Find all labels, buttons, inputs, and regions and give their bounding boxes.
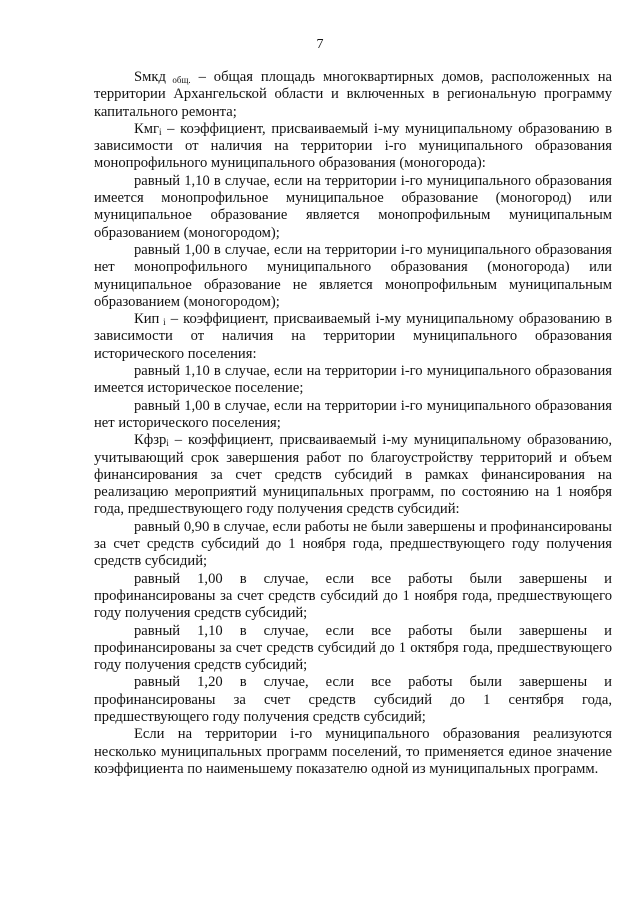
paragraph-kip-110: равный 1,10 в случае, если на территории i-го муниципального образования имеется историческое поселение; <box>94 363 612 397</box>
paragraph-text: – коэффициент, присваиваемый i-му муниципальному образованию в зависимости от наличия на территории муниципального образования исторического поселения: <box>94 311 612 362</box>
term-kmg-subscript: i <box>158 126 162 137</box>
paragraph-kip <box>94 311 612 363</box>
page-number: 7 <box>316 37 324 52</box>
term-kmg: Кмг <box>134 120 159 137</box>
paragraph-kmg-110: равный 1,10 в случае, если на территории i-го муниципального образования имеется монопрофильное муниципальное образование (моногород) или муниципальное образование является монопрофильным муниципальным образованием (моногородом); <box>94 172 612 241</box>
paragraph-kfzr-100: равный 1,00 в случае, если все работы были завершены и профинансированы за счет средств субсидий до 1 ноября года, предшествующего году получения средств субсидий; <box>94 570 612 622</box>
term-kfzr-subscript: i <box>166 438 169 449</box>
paragraph-kmg-100: равный 1,00 в случае, если на территории i-го муниципального образования нет монопрофильного муниципального образования (моногорода) или муниципальное образование не является монопрофильным муниципальным образованием (моногородом); <box>94 241 612 310</box>
term-smkd: Sмкд <box>134 69 166 85</box>
paragraph-text: – общая площадь многоквартирных домов, расположенных на территории Архангельской области и включенных в региональную программу капитального ремонта; <box>94 69 612 120</box>
paragraph-text: – коэффициент, присваиваемый i-му муниципальному образованию, учитывающий срок завершения работ по благоустройству территорий и объем финансирования за счет средств субсидий в рамках финансирования на реализацию мероприятий муниципальных программ, по состоянию на 1 ноября года, предшествующего году получения средств субсидий: <box>94 432 612 518</box>
paragraph-kfzr-120: равный 1,20 в случае, если все работы были завершены и профинансированы за счет средств субсидий до 1 сентября года, предшествующего году получения средств субсидий; <box>94 674 612 725</box>
term-kip: Кип <box>134 311 160 328</box>
paragraph-text: – коэффициент, присваиваемый i-му муниципальному образованию в зависимости от наличия на территории i-го муниципального образования монопрофильного муниципального образования (моногорода): <box>94 120 612 172</box>
term-kfzr: Кфзр <box>134 432 167 449</box>
paragraph-final-note: Если на территории i-го муниципального образования реализуются несколько муниципальных программ поселений, то применяется единое значение коэффициента по наименьшему показателю одной из муниципальных программ. <box>94 726 612 777</box>
paragraph-kip-100: равный 1,00 в случае, если на территории i-го муниципального образования нет исторического поселения; <box>94 397 612 431</box>
paragraph-kfzr-090: равный 0,90 в случае, если работы не были завершены и профинансированы за счет средств субсидий до 1 ноября года, предшествующего году получения средств субсидий; <box>94 518 612 570</box>
term-smkd-subscript: общ. <box>165 75 191 85</box>
paragraph-smkd <box>94 69 612 121</box>
paragraph-kfzr-110: равный 1,10 в случае, если все работы были завершены и профинансированы за счет средств субсидий до 1 октября года, предшествующего году получения средств субсидий; <box>94 622 612 674</box>
document-body <box>94 69 612 778</box>
term-kip-subscript: i <box>159 317 166 328</box>
paragraph-kmg <box>94 121 612 173</box>
paragraph-kfzr <box>94 432 612 518</box>
